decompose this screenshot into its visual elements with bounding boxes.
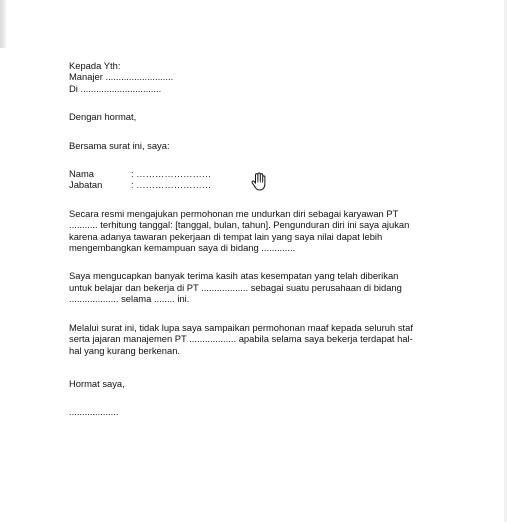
hand-pointer-icon (250, 172, 266, 192)
paragraph1-line-3: karena adanya tawaran pekerjaan di tempat lain yang saya nilai dapat lebih (69, 230, 383, 242)
paragraph-resignation (69, 208, 431, 254)
paragraph1-line-4: mengembangkan kemampuan saya di bidang ............. (69, 242, 296, 254)
closing: Hormat saya, (69, 377, 125, 389)
paragraph1-line-1: Secara resmi mengajukan permohonan me undurkan diri sebagai karyawan PT (69, 207, 399, 219)
field-label-name: Nama (69, 168, 95, 180)
field-label-position: Jabatan (69, 179, 103, 191)
paragraph2-line-3: ................... selama ........ ini. (69, 293, 190, 305)
paragraph3-line-2: serta jajaran manajemen PT .................. apabila selama saya bekerja terdapat hal- (69, 333, 413, 345)
recipient-line-1: Kepada Yth: (69, 60, 121, 71)
signature-placeholder: ................... (69, 406, 119, 418)
paragraph1-line-2: ........... terhitung tanggal: [tanggal, bulan, tahun]. Pengunduran diri ini saya ajukan (69, 219, 410, 231)
recipient-line-3: Di ............................... (69, 82, 162, 94)
field-value-name: : …………………… (131, 168, 212, 180)
recipient-line-2: Manajer .......................... (69, 71, 174, 83)
paragraph3-line-3: hal yang kurang berkenan. (69, 344, 181, 356)
greeting: Dengan hormat, (69, 111, 137, 123)
paragraph-apology (69, 322, 431, 356)
paragraph-gratitude (69, 270, 431, 304)
paragraph2-line-1: Saya mengucapkan banyak terima kasih atas kesempatan yang telah diberikan (69, 270, 399, 282)
letter-document (69, 60, 431, 418)
field-value-position: : …………………… (131, 179, 212, 191)
paragraph3-line-1: Melalui surat ini, tidak lupa saya sampaikan permohonan maaf kepada seluruh staf (69, 321, 413, 333)
page-shadow-edge (0, 0, 6, 48)
paragraph2-line-2: untuk belajar dan bekerja di PT .................. sebagai suatu perusahaan di bidang (69, 281, 402, 293)
intro-line: Bersama surat ini, saya: (69, 139, 170, 151)
